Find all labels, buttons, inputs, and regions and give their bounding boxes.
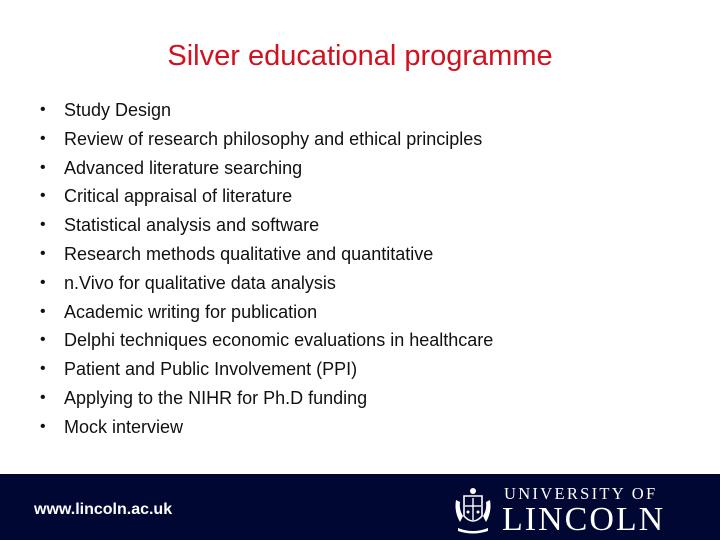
logo-text-university-of: UNIVERSITY OF bbox=[504, 484, 658, 503]
bullet-dot-icon: • bbox=[40, 101, 46, 118]
bullet-dot-icon: • bbox=[40, 273, 46, 291]
bullet-text: Research methods qualitative and quantitative bbox=[64, 243, 434, 264]
bullet-dot-icon: • bbox=[40, 302, 46, 320]
bullet-dot-icon: • bbox=[40, 216, 46, 234]
bullet-text: Academic writing for publication bbox=[64, 301, 318, 322]
bullet-dot-icon: • bbox=[40, 244, 46, 262]
bullet-text: Mock interview bbox=[64, 416, 184, 437]
slide-title: Silver educational programme bbox=[167, 40, 553, 72]
bullet-text: Delphi techniques economic evaluations in healthcare bbox=[64, 330, 494, 351]
bullet-text: Statistical analysis and software bbox=[64, 215, 320, 236]
bullet-dot-icon: • bbox=[40, 129, 46, 147]
bullet-text: Critical appraisal of literature bbox=[64, 186, 293, 207]
bullet-text: Patient and Public Involvement (PPI) bbox=[64, 359, 358, 380]
bullet-dot-icon: • bbox=[40, 417, 46, 435]
bullet-text: Advanced literature searching bbox=[64, 157, 303, 178]
bullet-text: Applying to the NIHR for Ph.D funding bbox=[64, 387, 368, 408]
website-link[interactable]: www.lincoln.ac.uk bbox=[34, 501, 173, 518]
logo-text-lincoln: LINCOLN bbox=[502, 501, 666, 538]
bullet-dot-icon: • bbox=[40, 331, 46, 349]
bullet-dot-icon: • bbox=[40, 388, 46, 406]
bullet-text: Study Design bbox=[64, 100, 172, 120]
university-logo bbox=[446, 482, 708, 538]
bullet-dot-icon: • bbox=[40, 360, 46, 378]
crest-icon bbox=[452, 486, 494, 534]
bullet-dot-icon: • bbox=[40, 158, 46, 176]
bullet-text: n.Vivo for qualitative data analysis bbox=[64, 272, 336, 293]
bullet-dot-icon: • bbox=[40, 187, 46, 205]
bullet-text: Review of research philosophy and ethical principles bbox=[64, 128, 483, 149]
